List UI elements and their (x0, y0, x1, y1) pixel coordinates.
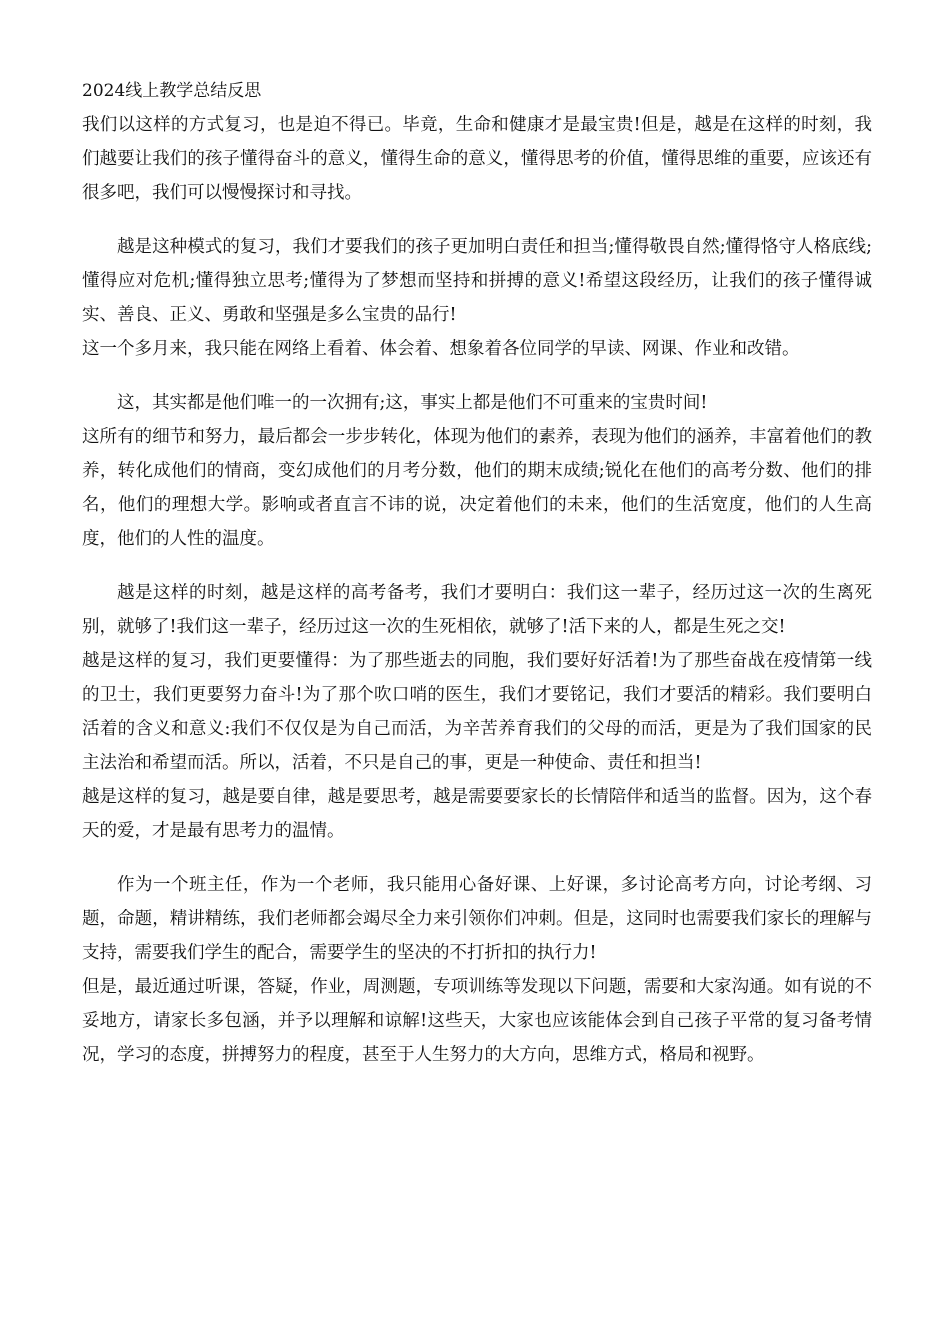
paragraph-9: 作为一个班主任，作为一个老师，我只能用心备好课、上好课，多讨论高考方向，讨论考纲、习题，命题，精讲精练，我们老师都会竭尽全力来引领你们冲刺。但是，这同时也需要我们家长的理解与支持，需要我们学生的配合，需要学生的坚决的不打折扣的执行力! (82, 875, 872, 963)
document-page (82, 74, 872, 1072)
paragraph-2: 越是这种模式的复习，我们才要我们的孩子更加明白责任和担当;懂得敬畏自然;懂得恪守人格底线;懂得应对危机;懂得独立思考;懂得为了梦想而坚持和拼搏的意义!希望这段经历，让我们的孩子懂得诚实、善良、正义、勇敢和坚强是多么宝贵的品行! (82, 237, 872, 325)
paragraph-7: 越是这样的复习，我们更要懂得：为了那些逝去的同胞，我们要好好活着!为了那些奋战在疫情第一线的卫士，我们更要努力奋斗!为了那个吹口哨的医生，我们才要铭记，我们才要活的精彩。我们要明白活着的含义和意义:我们不仅仅是为自己而活，为辛苦养育我们的父母的而活，更是为了我们国家的民主法治和希望而活。所以，活着，不只是自己的事，更是一种使命、责任和担当! (82, 651, 872, 773)
paragraph-6: 越是这样的时刻，越是这样的高考备考，我们才要明白：我们这一辈子，经历过这一次的生离死别，就够了!我们这一辈子，经历过这一次的生死相依，就够了!活下来的人，都是生死之交! (82, 583, 872, 637)
paragraph-10: 但是，最近通过听课，答疑，作业，周测题，专项训练等发现以下问题，需要和大家沟通。如有说的不妥地方，请家长多包涵，并予以理解和谅解!这些天，大家也应该能体会到自己孩子平常的复习备考情况，学习的态度，拼搏努力的程度，甚至于人生努力的大方向，思维方式，格局和视野。 (82, 977, 872, 1065)
paragraph-5: 这所有的细节和努力，最后都会一步步转化，体现为他们的素养，表现为他们的涵养，丰富着他们的教养，转化成他们的情商，变幻成他们的月考分数，他们的期末成绩;锐化在他们的高考分数、他们的排名，他们的理想大学。影响或者直言不讳的说，决定着他们的未来，他们的生活宽度，他们的人生高度，他们的人性的温度。 (82, 427, 872, 549)
paragraph-4: 这，其实都是他们唯一的一次拥有;这，事实上都是他们不可重来的宝贵时间! (117, 393, 708, 413)
document-title: 2024线上教学总结反思 (82, 81, 262, 101)
paragraph-1: 我们以这样的方式复习，也是迫不得已。毕竟，生命和健康才是最宝贵!但是，越是在这样的时刻，我们越要让我们的孩子懂得奋斗的意义，懂得生命的意义，懂得思考的价值，懂得思维的重要，应该还有很多吧，我们可以慢慢探讨和寻找。 (82, 115, 872, 203)
paragraph-3: 这一个多月来，我只能在网络上看着、体会着、想象着各位同学的早读、网课、作业和改错。 (82, 339, 800, 359)
paragraph-8: 越是这样的复习，越是要自律，越是要思考，越是需要要家长的长情陪伴和适当的监督。因为，这个春天的爱，才是最有思考力的温情。 (82, 787, 872, 841)
